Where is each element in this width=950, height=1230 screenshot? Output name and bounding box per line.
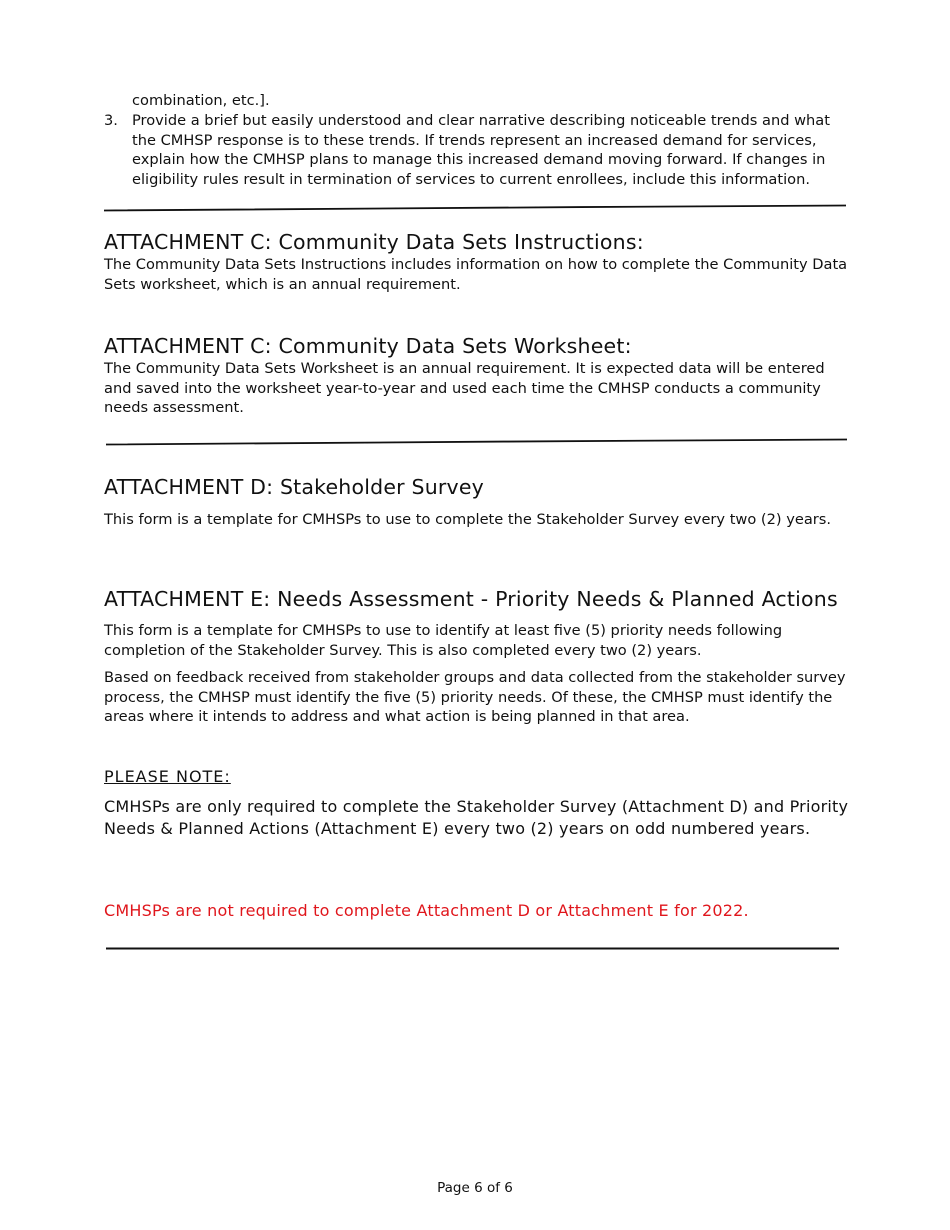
section-body-paragraph-2: Based on feedback received from stakeholder groups and data collected from the stakeholder survey process, the CMHSP must identify the five (5) priority needs. Of these, the CMHSP must identify the areas where it intends to address and what action is being planned in that area. bbox=[104, 669, 846, 726]
section-heading: ATTACHMENT D: Stakeholder Survey bbox=[104, 475, 485, 499]
divider-line-1 bbox=[104, 206, 846, 211]
please-note-section bbox=[104, 767, 856, 840]
section-body-paragraph-1: This form is a template for CMHSPs to use to identify at least five (5) priority needs following completion of the Stakeholder Survey. This is also completed every two (2) years. bbox=[104, 622, 783, 659]
section-body: The Community Data Sets Worksheet is an annual requirement. It is expected data will be entered and saved into the worksheet year-to-year and used each time the CMHSP conducts a community needs assessment. bbox=[104, 360, 825, 417]
note-label: PLEASE NOTE: bbox=[104, 767, 231, 786]
list-item-number: 3. bbox=[104, 112, 118, 129]
section-e bbox=[104, 586, 856, 727]
section-c-worksheet bbox=[104, 333, 856, 418]
warning-section bbox=[104, 900, 856, 922]
warning-text: CMHSPs are not required to complete Attachment D or Attachment E for 2022. bbox=[104, 901, 749, 920]
section-d bbox=[104, 474, 856, 530]
section-heading: ATTACHMENT C: Community Data Sets Worksheet: bbox=[104, 334, 632, 358]
section-heading: ATTACHMENT C: Community Data Sets Instructions: bbox=[104, 230, 644, 254]
list-item-text: Provide a brief but easily understood and clear narrative describing noticeable trends and what the CMHSP response is to these trends. If trends represent an increased demand for services, explain how the CMHSP plans to manage this increased demand moving forward. If changes in eligibility rules result in termination of services to current enrollees, include this information. bbox=[132, 112, 830, 188]
note-text: CMHSPs are only required to complete the Stakeholder Survey (Attachment D) and Priority Needs & Planned Actions (Attachment E) every two (2) years on odd numbered years. bbox=[104, 797, 849, 838]
section-body: The Community Data Sets Instructions includes information on how to complete the Community Data Sets worksheet, which is an annual requirement. bbox=[104, 256, 848, 293]
section-heading: ATTACHMENT E: Needs Assessment - Priority Needs & Planned Actions bbox=[104, 587, 838, 611]
list-continuation-text: combination, etc.]. bbox=[132, 92, 270, 109]
page-number: Page 6 of 6 bbox=[437, 1180, 513, 1196]
section-c-instructions bbox=[104, 229, 856, 294]
divider-line-2 bbox=[106, 440, 847, 445]
section-body: This form is a template for CMHSPs to use to complete the Stakeholder Survey every two (2) years. bbox=[104, 511, 832, 528]
